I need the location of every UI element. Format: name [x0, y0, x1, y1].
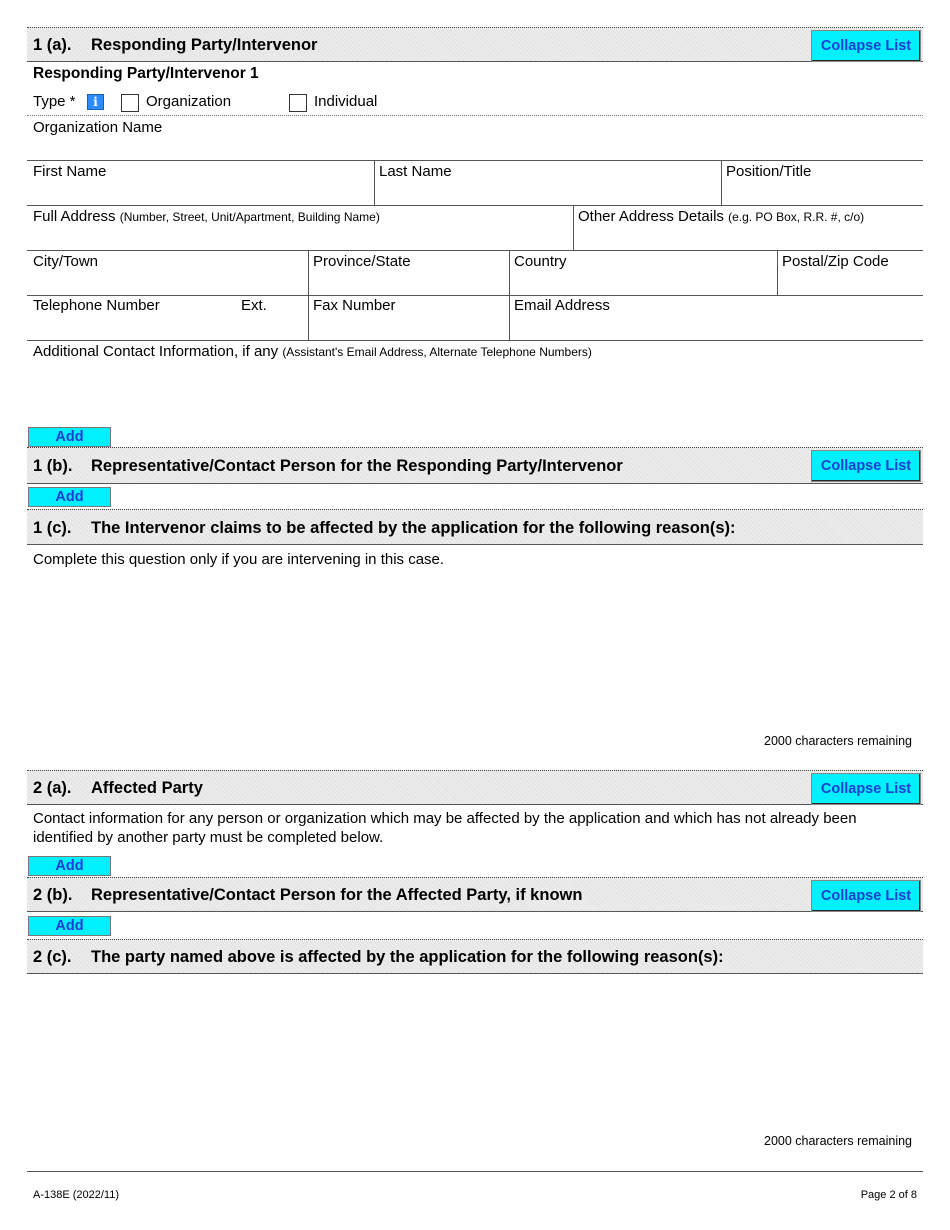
additional-contact-hint: (Assistant's Email Address, Alternate Telephone Numbers): [282, 345, 592, 359]
affected-party-instruction-line2: identified by another party must be completed below.: [33, 829, 384, 846]
section-title: The party named above is affected by the application for the following reason(s):: [91, 948, 724, 966]
fax-input[interactable]: [309, 317, 508, 339]
telephone-label: Telephone Number: [33, 297, 160, 314]
extension-input[interactable]: [236, 317, 306, 339]
extension-label: Ext.: [241, 297, 267, 314]
intervening-instruction: Complete this question only if you are intervening in this case.: [33, 551, 445, 568]
section-1b-header: [27, 447, 923, 484]
organization-checkbox[interactable]: [121, 94, 139, 112]
section-number: 2 (b).: [33, 886, 73, 904]
section-title: The Intervenor claims to be affected by the application for the following reason(s):: [91, 519, 736, 537]
collapse-list-button[interactable]: Collapse List: [811, 773, 921, 805]
section-title: Affected Party: [91, 779, 203, 797]
province-label: Province/State: [313, 253, 411, 270]
section-number: 2 (c).: [33, 948, 72, 966]
collapse-list-button[interactable]: Collapse List: [811, 450, 921, 482]
position-title-label: Position/Title: [726, 163, 812, 180]
section-number: 2 (a).: [33, 779, 72, 797]
individual-option-label: Individual: [314, 93, 378, 110]
full-address-hint: (Number, Street, Unit/Apartment, Building Name): [119, 210, 380, 224]
info-icon[interactable]: i: [87, 94, 104, 110]
add-button[interactable]: Add: [28, 856, 111, 876]
organization-name-input[interactable]: [27, 137, 923, 159]
section-1a-header: [27, 27, 923, 62]
last-name-input[interactable]: [375, 181, 721, 204]
page-number: Page 2 of 8: [860, 1189, 917, 1201]
subsection-title: Responding Party/Intervenor 1: [33, 65, 259, 82]
other-address-label: [578, 208, 864, 225]
section-number: 1 (a).: [33, 36, 72, 54]
section-2a-header: [27, 770, 923, 805]
collapse-list-button[interactable]: Collapse List: [811, 30, 921, 62]
organization-option-label: Organization: [146, 93, 232, 110]
full-address-label: [33, 208, 380, 225]
additional-contact-input[interactable]: [27, 362, 923, 424]
city-input[interactable]: [27, 272, 307, 294]
additional-contact-text: Additional Contact Information, if any: [33, 343, 279, 360]
section-1c-header: [27, 509, 923, 545]
individual-checkbox[interactable]: [289, 94, 307, 112]
other-address-input[interactable]: [574, 227, 922, 249]
section-2c-header: [27, 939, 923, 974]
section-2b-header: [27, 877, 923, 912]
collapse-list-button[interactable]: Collapse List: [811, 880, 921, 912]
last-name-label: Last Name: [379, 163, 452, 180]
characters-remaining: 2000 characters remaining: [764, 734, 912, 748]
section-title: Representative/Contact Person for the Responding Party/Intervenor: [91, 457, 623, 475]
footer-divider: [27, 1171, 923, 1172]
type-label: Type *: [33, 93, 76, 110]
other-address-hint: (e.g. PO Box, R.R. #, c/o): [728, 210, 865, 224]
city-label: City/Town: [33, 253, 99, 270]
fax-label: Fax Number: [313, 297, 396, 314]
add-button[interactable]: Add: [28, 916, 111, 936]
country-input[interactable]: [510, 272, 777, 294]
other-address-text: Other Address Details: [578, 208, 724, 225]
postal-code-input[interactable]: [778, 272, 922, 294]
full-address-text: Full Address: [33, 208, 116, 225]
telephone-input[interactable]: [27, 317, 232, 339]
add-button[interactable]: Add: [28, 487, 111, 507]
first-name-label: First Name: [33, 163, 107, 180]
form-identifier: A-138E (2022/11): [33, 1189, 120, 1201]
divider: [27, 295, 923, 296]
divider: [27, 115, 923, 116]
divider: [27, 250, 923, 251]
add-button[interactable]: Add: [28, 427, 111, 447]
position-title-input[interactable]: [722, 181, 922, 204]
first-name-input[interactable]: [27, 181, 374, 204]
section-title: Responding Party/Intervenor: [91, 36, 318, 54]
full-address-input[interactable]: [27, 227, 572, 249]
country-label: Country: [514, 253, 567, 270]
affected-party-instruction-line1: Contact information for any person or organization which may be affected by the application and which has not already been: [33, 810, 857, 827]
additional-contact-label: [33, 343, 592, 360]
affected-party-reasons-textarea[interactable]: [27, 978, 923, 1128]
organization-name-label: Organization Name: [33, 119, 163, 136]
section-number: 1 (c).: [33, 519, 72, 537]
intervenor-reasons-textarea[interactable]: [27, 572, 923, 727]
divider: [27, 205, 923, 206]
email-label: Email Address: [514, 297, 610, 314]
province-input[interactable]: [309, 272, 508, 294]
characters-remaining: 2000 characters remaining: [764, 1134, 912, 1148]
postal-code-label: Postal/Zip Code: [782, 253, 889, 270]
divider: [27, 340, 923, 341]
divider: [27, 160, 923, 161]
email-input[interactable]: [510, 317, 922, 339]
section-title: Representative/Contact Person for the Affected Party, if known: [91, 886, 583, 904]
section-number: 1 (b).: [33, 457, 73, 475]
